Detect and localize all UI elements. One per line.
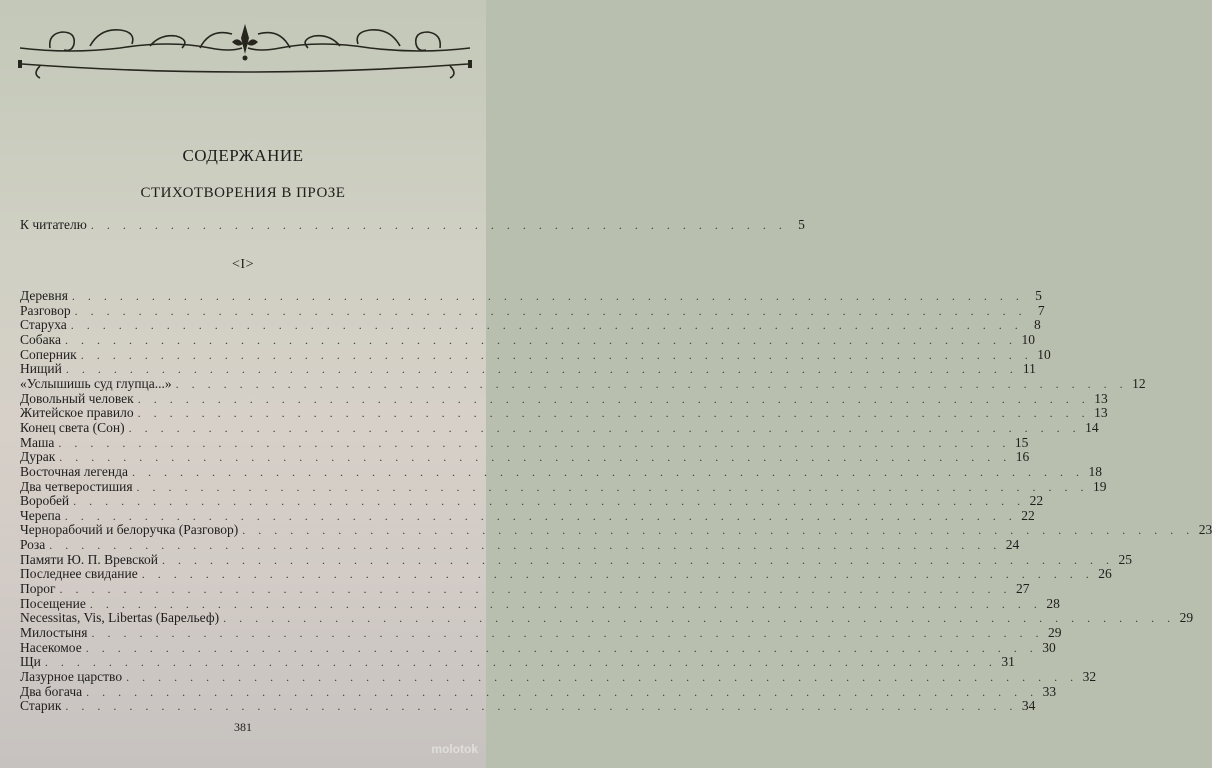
toc-entry-page: 27 (1016, 581, 1030, 597)
toc-entry-page: 29 (1179, 610, 1194, 626)
leader-dots: . . . . . . . . . . . . . . . . . . . . . . . . . . . . . . . . . . . . . . . . . . . . . . . . . . . . . . . . . . . . (131, 464, 1084, 479)
toc-entry (20, 669, 1097, 685)
leader-dots: . . . . . . . . . . . . . . . . . . . . . . . . . . . . . . . . . . . . . . . . . . . . . . . . . . . . . . . . . . . . (91, 626, 1044, 641)
toc-entry (20, 551, 1132, 568)
toc-entry-title: Старик (20, 698, 62, 714)
contents-heading: СОДЕРЖАНИЕ (182, 146, 304, 165)
toc-entry-page: 22 (1021, 507, 1035, 523)
leader-dots: . . . . . . . . . . . . . . . . . . . . . . . . . . . . . . . . . . . . . . . . . . . . . . . . . . . . . . . . . . . . (141, 567, 1094, 582)
toc-entry-page: 18 (1088, 463, 1102, 479)
toc-entry-title: Нищий (20, 361, 62, 377)
toc-entry (20, 361, 1036, 377)
toc-entry (20, 610, 1194, 626)
leader-dots: . . . . . . . . . . . . . . . . . . . . . . . . . . . . . . . . . . . . . . . . . . . . . . . . . . . . . . . . . . . . (136, 479, 1089, 494)
toc-entry (20, 419, 1099, 436)
toc-entry (20, 566, 1112, 582)
leader-dots: . . . . . . . . . . . . . . . . . . . . . . . . . . . . . . . . . . . . . . . . . . . . (90, 218, 787, 232)
toc-entry (20, 288, 1042, 304)
toc-entry-title: Собака (20, 331, 61, 347)
leader-dots: . . . . . . . . . . . . . . . . . . . . . . . . . . . . . . . . . . . . . . . . . . . . . . . . . . . . . . . . . . . . (58, 435, 1011, 450)
leader-dots: . . . . . . . . . . . . . . . . . . . . . . . . . . . . . . . . . . . . . . . . . . . . . . . . . . . . . . . . . . . . (242, 523, 1195, 538)
toc-entry-title: Восточная легенда (20, 463, 128, 479)
leader-dots: . . . . . . . . . . . . . . . . . . . . . . . . . . . . . . . . . . . . . . . . . . . . . . . . . . . . . . . . . . . . (73, 494, 1026, 509)
toc-entry-title: Чернорабочий и белоручка (Разговор) (20, 522, 239, 538)
toc-entry-title: Насекомое (20, 639, 82, 655)
leader-dots: . . . . . . . . . . . . . . . . . . . . . . . . . . . . . . . . . . . . . . . . . . . . . . . . . . . . . . . . . . . . (71, 289, 1024, 303)
toc-entry (20, 375, 1146, 392)
leader-dots: . . . . . . . . . . . . . . . . . . . . . . . . . . . . . . . . . . . . . . . . . . . . . . . . . . . . . . . . . . . . (65, 362, 1018, 377)
toc-entry (20, 698, 1036, 714)
toc-entry (20, 522, 1212, 538)
toc-entry-title: Довольный человек (20, 390, 134, 406)
toc-entry (20, 639, 1056, 656)
leader-dots: . . . . . . . . . . . . . . . . . . . . . . . . . . . . . . . . . . . . . . . . . . . . . . . . . . . . . . . . . . . . (137, 406, 1090, 421)
toc-entry-page: 22 (1029, 493, 1044, 509)
toc-entry-page: 32 (1082, 669, 1097, 685)
toc-entry (20, 434, 1029, 451)
leader-dots: . . . . . . . . . . . . . . . . . . . . . . . . . . . . . . . . . . . . . . . . . . . . . . . . . . . . . . . . . . . . (44, 655, 997, 670)
toc-entry-page: 33 (1042, 683, 1057, 699)
toc-entry-page: 8 (1034, 317, 1041, 333)
toc-entry-title: Житейское правило (20, 405, 134, 421)
toc-entry-page: 25 (1118, 551, 1132, 567)
leader-dots: . . . . . . . . . . . . . . . . . . . . . . . . . . . . . . . . . . . . . . . . . . . . . . . . . . . . . . . . . . . . (223, 611, 1176, 626)
toc-entry (20, 537, 1020, 553)
toc-entry (20, 581, 1030, 597)
toc-entry-page: 16 (1015, 449, 1030, 465)
leader-dots: . . . . . . . . . . . . . . . . . . . . . . . . . . . . . . . . . . . . . . . . . . . . . . . . . . . . . . . . . . . . (128, 420, 1081, 435)
toc-entry (20, 507, 1035, 524)
toc-entry-title: К читателю (20, 217, 87, 232)
leader-dots: . . . . . . . . . . . . . . . . . . . . . . . . . . . . . . . . . . . . . . . . . . . . . . . . . . . . . . . . . . . . (59, 450, 1012, 465)
leader-dots: . . . . . . . . . . . . . . . . . . . . . . . . . . . . . . . . . . . . . . . . . . . . . . . . . . . . . . . . . . . . (64, 332, 1017, 347)
toc-entry (20, 463, 1102, 480)
ornamental-header-icon (10, 14, 480, 82)
toc-entry-title: Дурак (20, 449, 56, 465)
leader-dots: . . . . . . . . . . . . . . . . . . . . . . . . . . . . . . . . . . . . . . . . . . . . . . . . . . . . . . . . . . . . (85, 640, 1038, 655)
toc-entry (20, 683, 1057, 700)
toc-entry-page: 11 (1022, 361, 1036, 377)
toc-entry-title: Деревня (20, 288, 68, 303)
toc-entry-title: Памяти Ю. П. Вревской (20, 551, 158, 567)
leader-dots: . . . . . . . . . . . . . . . . . . . . . . . . . . . . . . . . . . . . . . . . . . . . . . . . . . . . . . . . . . . . (74, 303, 1027, 318)
toc-entry-title: Щи (20, 654, 41, 670)
toc-entry-title: Воробей (20, 493, 70, 509)
toc-entry-title: Разговор (20, 302, 71, 318)
toc-entry (20, 405, 1108, 421)
page-number: 381 (234, 720, 252, 734)
toc-entry-page: 29 (1047, 625, 1062, 641)
toc-entry-page: 10 (1021, 331, 1035, 347)
toc-entry-page: 26 (1098, 566, 1112, 582)
toc-entry (20, 302, 1045, 319)
toc-entry (20, 595, 1060, 612)
toc-entry-title: Старуха (20, 317, 67, 333)
leader-dots: . . . . . . . . . . . . . . . . . . . . . . . . . . . . . . . . . . . . . . . . . . . . . . . . . . . . . . . . . . . . (175, 376, 1128, 391)
leader-dots: . . . . . . . . . . . . . . . . . . . . . . . . . . . . . . . . . . . . . . . . . . . . . . . . . . . . . . . . . . . . (137, 391, 1090, 406)
toc-entry-title: Порог (20, 581, 56, 597)
leader-dots: . . . . . . . . . . . . . . . . . . . . . . . . . . . . . . . . . . . . . . . . . . . . . . . . . . . . . . . . . . . . (89, 596, 1042, 611)
leader-dots: . . . . . . . . . . . . . . . . . . . . . . . . . . . . . . . . . . . . . . . . . . . . . . . . . . . . . . . . . . . . (70, 318, 1023, 333)
toc-entry-page: 23 (1198, 522, 1212, 538)
toc-entry-title: Посещение (20, 595, 86, 611)
toc-entry (20, 346, 1051, 363)
leader-dots: . . . . . . . . . . . . . . . . . . . . . . . . . . . . . . . . . . . . . . . . . . . . . . . . . . . . . . . . . . . . (49, 538, 1002, 553)
toc-entry-page: 13 (1094, 405, 1108, 421)
toc-entry-title: Necessitas, Vis, Libertas (Барельеф) (20, 610, 220, 626)
toc-entry-page: 15 (1014, 434, 1029, 450)
toc-entry (20, 493, 1044, 509)
leader-dots: . . . . . . . . . . . . . . . . . . . . . . . . . . . . . . . . . . . . . . . . . . . . . . . . . . . . . . . . . . . . (162, 552, 1114, 567)
toc-entry-page: 10 (1037, 346, 1051, 362)
leader-dots: . . . . . . . . . . . . . . . . . . . . . . . . . . . . . . . . . . . . . . . . . . . . . . . . . . . . . . . . . . . . (80, 347, 1033, 362)
toc-entry (20, 331, 1035, 348)
toc-entry-intro (20, 216, 805, 234)
toc-entry-title: Лазурное царство (20, 669, 123, 685)
toc-entry-title: Роза (20, 537, 46, 553)
toc-entry-title: Милостыня (20, 625, 88, 641)
toc-entry-page: 7 (1037, 302, 1045, 318)
watermark: molotok (431, 742, 478, 756)
toc-entry-page: 34 (1021, 698, 1036, 714)
leader-dots: . . . . . . . . . . . . . . . . . . . . . . . . . . . . . . . . . . . . . . . . . . . . . . . . . . . . . . . . . . . . (86, 684, 1039, 699)
toc-entry-page: 30 (1042, 639, 1056, 655)
toc-entry-title: Два богача (20, 683, 83, 699)
toc-entry (20, 654, 1015, 670)
toc-entry-title: Маша (20, 434, 55, 450)
toc-entry-page: 12 (1132, 375, 1146, 391)
leader-dots: . . . . . . . . . . . . . . . . . . . . . . . . . . . . . . . . . . . . . . . . . . . . . . . . . . . . . . . . . . . . (64, 508, 1017, 523)
leader-dots: . . . . . . . . . . . . . . . . . . . . . . . . . . . . . . . . . . . . . . . . . . . . . . . . . . . . . . . . . . . . (126, 670, 1079, 685)
toc-entry (20, 625, 1062, 641)
toc-entry (20, 449, 1030, 465)
section-heading: СТИХОТВОРЕНИЯ В ПРОЗЕ (140, 185, 346, 201)
toc-entry-page: 14 (1085, 419, 1099, 435)
toc-entry-page: 28 (1046, 595, 1060, 611)
toc-entry-title: Черепа (20, 507, 61, 523)
part-heading: <I> (232, 257, 254, 272)
toc-entry-title: «Услышишь суд глупца...» (20, 375, 172, 391)
toc-entry-title: Два четверостишия (20, 478, 133, 494)
leader-dots: . . . . . . . . . . . . . . . . . . . . . . . . . . . . . . . . . . . . . . . . . . . . . . . . . . . . . . . . . . . . (59, 582, 1012, 597)
toc-entry (20, 390, 1108, 407)
leader-dots: . . . . . . . . . . . . . . . . . . . . . . . . . . . . . . . . . . . . . . . . . . . . . . . . . . . . . . . . . . . . (65, 699, 1018, 714)
toc-entry-title: Последнее свидание (20, 566, 138, 582)
toc-entry-page: 5 (798, 217, 805, 232)
toc-entry-page: 13 (1094, 390, 1108, 406)
toc-entry-page: 24 (1005, 537, 1020, 553)
toc-entry-page: 19 (1093, 478, 1107, 494)
toc-entry-title: Конец света (Сон) (20, 419, 125, 435)
toc-entry (20, 478, 1107, 495)
toc-entry-title: Соперник (20, 346, 77, 362)
toc-entry-page: 5 (1035, 288, 1042, 303)
toc-entry-page: 31 (1001, 654, 1015, 670)
toc-entry (20, 317, 1041, 333)
